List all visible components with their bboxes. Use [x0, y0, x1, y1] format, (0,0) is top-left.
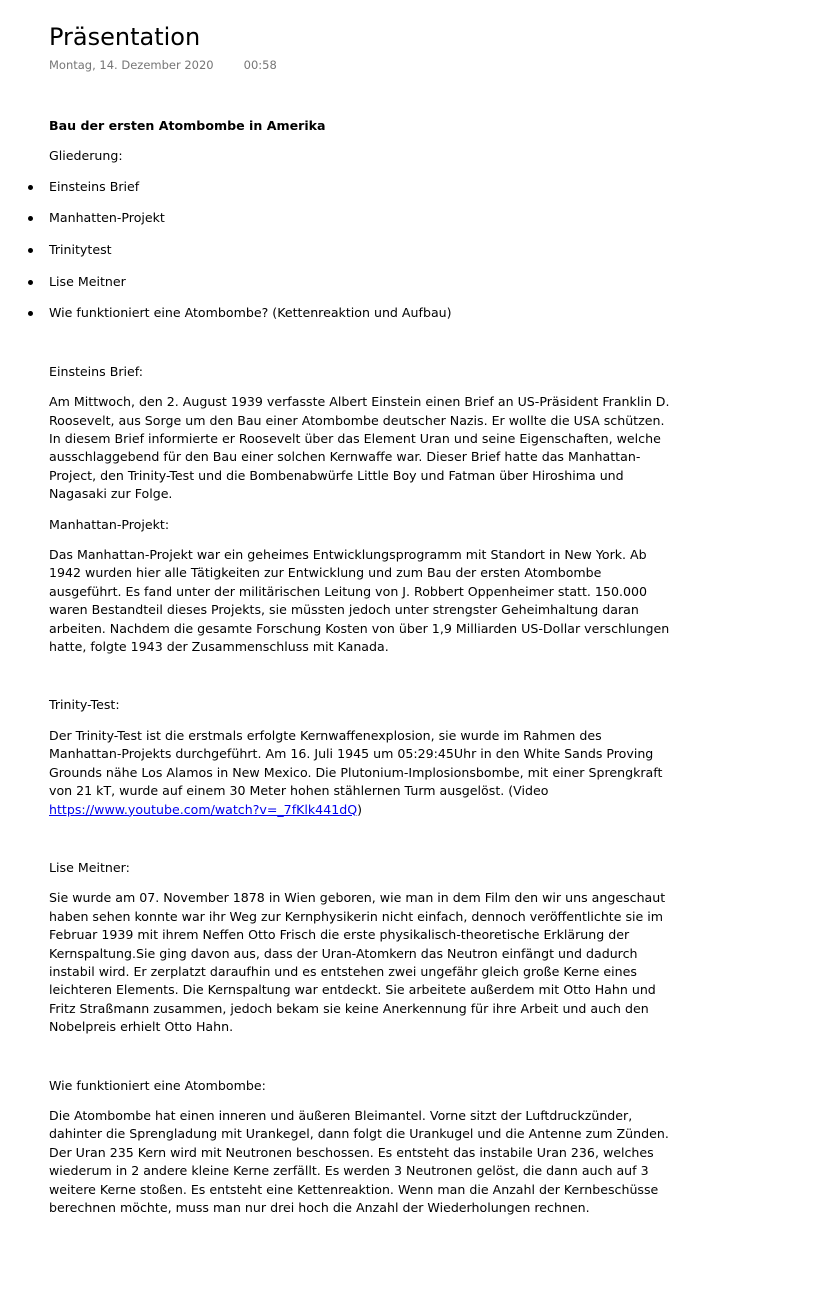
list-item-text: Manhatten-Projekt [49, 210, 165, 226]
trinity-text: Der Trinity-Test ist die erstmals erfolgte Kernwaffenexplosion, sie wurde im Rahmen des Manhattan-Projekts durchgeführt. Am 16. Juli 1945 um 05:29:45Uhr in den White Sands Proving Grounds nähe Los Alamos in New Mexico. Die Plutonium-Implosionsbombe, mit einer Sprengkraft von 21 kT, wurde auf einem 30 Meter hohen stählernen Turm ausgelöst. (Video [49, 727, 663, 799]
section-heading-einstein: Einsteins Brief: [49, 363, 144, 379]
list-item-text: Lise Meitner [49, 273, 126, 289]
section-heading-meitner: Lise Meitner: [49, 859, 130, 875]
section-body-meitner: Sie wurde am 07. November 1878 in Wien geboren, wie man in dem Film den wir uns angeschaut haben sehen konnte war ihr Weg zur Kernphysikerin nicht einfach, dennoch veröffentlichte sie im Februar 1939 mit ihrem Neffen Otto Frisch die erste physikalisch-theoretische Erklärung der Kernspaltung.Sie ging davon aus, dass der Uran-Atomkern das Neutron einfängt und dadurch instabil wird. Er zerplatzt daraufhin und es entstehen zwei ungefähr gleich große Kerne eines leichteren Elements. Die Kernspaltung war entdeckt. Sie arbeitete außerdem mit Otto Hahn und Fritz Straßmann zusammen, jedoch bekam sie keine Anerkennung für ihre Arbeit und auch den Nobelpreis erhielt Otto Hahn. [49, 890, 666, 1035]
bullet-icon [28, 216, 33, 221]
list-item [49, 209, 674, 241]
section-body-manhattan: Das Manhattan-Projekt war ein geheimes Entwicklungsprogramm mit Standort in New York. Ab 1942 wurden hier alle Tätigkeiten zur Entwicklung und zum Bau der ersten Atombombe ausgeführt. Es fand unter der militärischen Leitung von J. Robbert Oppenheimer statt. 150.000 waren Bestandteil dieses Projekts, sie müssten jedoch unter strengster Geheimhaltung daran arbeiten. Nachdem die gesamte Forschung Kosten von über 1,9 Milliarden US-Dollar verschlungen hatte, folgte 1943 der Zusammenschluss mit Kanada. [49, 547, 670, 655]
list-item [49, 273, 674, 305]
outline-label: Gliederung: [49, 148, 123, 164]
page-time: 00:58 [243, 58, 277, 72]
list-item-text: Einsteins Brief [49, 178, 140, 194]
document-heading: Bau der ersten Atombombe in Amerika [49, 118, 326, 133]
trinity-text-end: ) [357, 801, 363, 817]
section-body-atombombe: Die Atombombe hat einen inneren und äußeren Bleimantel. Vorne sitzt der Luftdruckzünder, dahinter die Sprengladung mit Urankegel, dann folgt die Urankugel und die Antenne zum Zünden. Der Uran 235 Kern wird mit Neutronen beschossen. Es entsteht das instabile Uran 236, welches wiederum in 2 andere kleine Kerne zerfällt. Es werden 3 Neutronen gelöst, die dann auch auf 3 weitere Kerne stoßen. Es entsteht eine Kettenreaktion. Wenn man die Anzahl der Kernbeschüsse berechnen möchte, muss man nur drei hoch die Anzahl der Wiederholungen rechnen. [49, 1107, 669, 1215]
list-item [49, 241, 674, 273]
video-link[interactable]: https://www.youtube.com/watch?v=_7fKlk441dQ [49, 801, 358, 817]
section-heading-trinity: Trinity-Test: [49, 697, 120, 713]
section-body-einstein: Am Mittwoch, den 2. August 1939 verfasste Albert Einstein einen Brief an US-Präsident Franklin D. Roosevelt, aus Sorge um den Bau einer Atombombe deutscher Nazis. Er wollte die USA schützen. In diesem Brief informierte er Roosevelt über das Element Uran und seine Eigenschaften, welche ausschlaggebend für den Bau einer solchen Kernwaffe war. Dieser Brief hatte das Manhattan-Project, den Trinity-Test und die Bombenabwürfe Little Boy und Fatman über Hiroshima und Nagasaki zur Folge. [49, 394, 670, 502]
list-item-text: Wie funktioniert eine Atombombe? (Kettenreaktion und Aufbau) [49, 305, 452, 321]
outline-list [49, 178, 674, 336]
section-heading-manhattan: Manhattan-Projekt: [49, 516, 170, 532]
section-body-trinity [49, 727, 674, 819]
note-content[interactable] [49, 117, 674, 1229]
bullet-icon [28, 248, 33, 253]
page-timestamp [49, 57, 277, 73]
page-title: Präsentation [49, 23, 201, 51]
bullet-icon [28, 185, 33, 190]
list-item [49, 304, 674, 336]
list-item [49, 178, 674, 210]
section-heading-atombombe: Wie funktioniert eine Atombombe: [49, 1077, 266, 1093]
list-item-text: Trinitytest [49, 242, 112, 257]
bullet-icon [28, 311, 33, 316]
page-date: Montag, 14. Dezember 2020 [49, 58, 214, 72]
bullet-icon [28, 280, 33, 285]
